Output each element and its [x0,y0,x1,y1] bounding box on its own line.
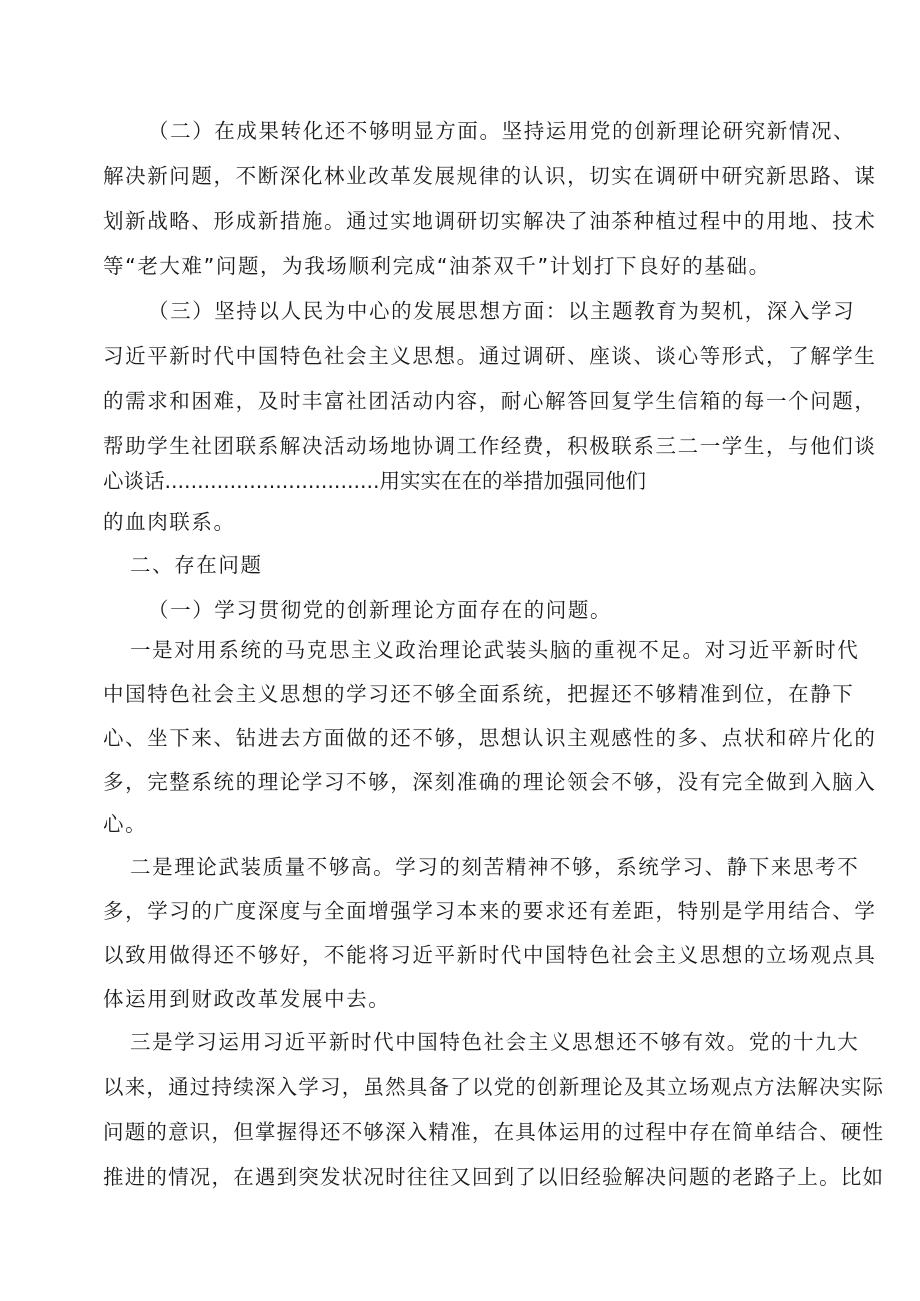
paragraph-line: 帮助学生社团联系解决活动场地协调工作经费，积极联系三二一学生，与他们谈 [103,434,877,458]
paragraph-line: 推进的情况，在遇到突发状况时往往又回到了以旧经验解决问题的老路子上。比如 [103,1165,885,1189]
paragraph-line: 一是对用系统的马克思主义政治理论武装头脑的重视不足。对习近平新时代 [130,638,860,662]
paragraph-line: 多，完整系统的理论学习不够，深刻准确的理论领会不够，没有完全做到入脑入 [103,770,877,794]
paragraph-line: 习近平新时代中国特色社会主义思想。通过调研、座谈、谈心等形式，了解学生 [103,344,877,368]
paragraph-line: 解决新问题，不断深化林业改革发展规律的认识，切实在调研中研究新思路、谋 [103,164,877,188]
paragraph-line: 多，学习的广度深度与全面增强学习本来的要求还有差距，特别是学用结合、学 [103,899,877,923]
paragraph-line: 二是理论武装质量不够高。学习的刻苦精神不够，系统学习、静下来思考不 [130,855,860,879]
paragraph-line: 划新战略、形成新措施。通过实地调研切实解决了油茶种植过程中的用地、技术 [103,209,877,233]
subsection-heading: （一）学习贯彻党的创新理论方面存在的问题。 [148,598,613,622]
paragraph-line: 心谈话.................................用实实在在的举措加强同他们 [103,469,647,493]
paragraph-line: 体运用到财政改革发展中去。 [103,987,391,1011]
paragraph-line: 等“老大难”问题，为我场顺利完成“油茶双千”计划打下良好的基础。 [103,254,771,278]
paragraph-line: 问题的意识，但掌握得还不够深入精准，在具体运用的过程中存在简单结合、硬性 [103,1120,885,1144]
paragraph-line: 三是学习运用习近平新时代中国特色社会主义思想还不够有效。党的十九大 [130,1030,860,1054]
paragraph-line: 的需求和困难，及时丰富社团活动内容，耐心解答回复学生信箱的每一个问题， [103,389,877,413]
section-heading: 二、存在问题 [130,553,263,577]
paragraph-line: 心、坐下来、钻进去方面做的还不够，思想认识主观感性的多、点状和碎片化的 [103,726,877,750]
paragraph-line: 的血肉联系。 [103,510,236,534]
paragraph-line: 以来，通过持续深入学习，虽然具备了以党的创新理论及其立场观点方法解决实际 [103,1075,885,1099]
paragraph-line: 以致用做得还不够好，不能将习近平新时代中国特色社会主义思想的立场观点具 [103,943,877,967]
paragraph-line: （二）在成果转化还不够明显方面。坚持运用党的创新理论研究新情况、 [148,119,856,143]
paragraph-line: （三）坚持以人民为中心的发展思想方面：以主题教育为契机，深入学习 [148,299,856,323]
paragraph-line: 中国特色社会主义思想的学习还不够全面系统，把握还不够精准到位，在静下 [103,682,855,706]
paragraph-line: 心。 [103,812,148,836]
